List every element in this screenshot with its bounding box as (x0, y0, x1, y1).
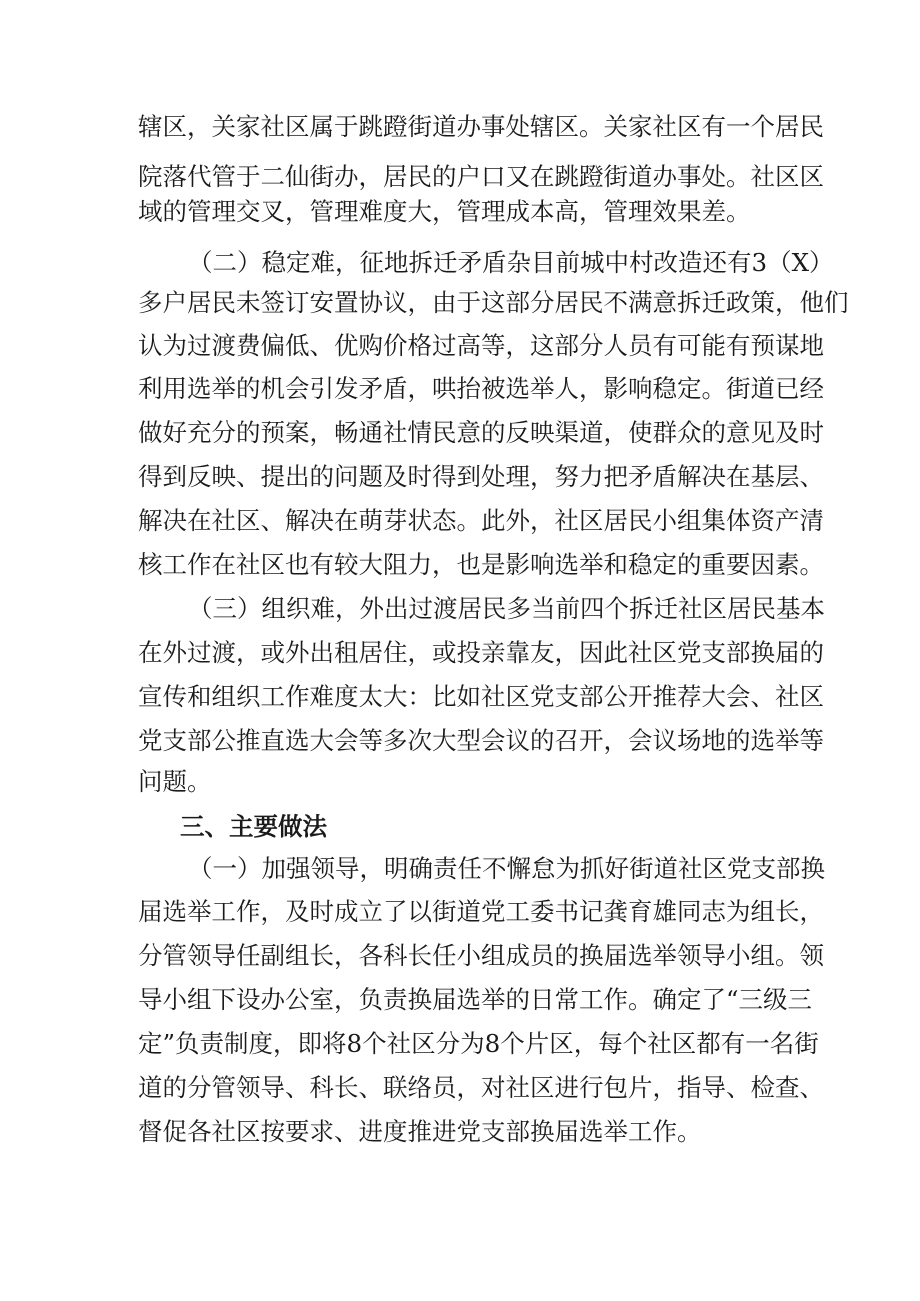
text-line: 导小组下设办公室，负责换届选举的日常工作。确定了“三级三 (138, 985, 813, 1014)
text-line: 届选举工作，及时成立了以街道党工委书记龚育雄同志为组长， (138, 897, 824, 926)
text-line: （三）组织难，外出过渡居民多当前四个拆迁社区居民基本 (188, 594, 825, 623)
text-line: 认为过渡费偏低、优购价格过高等，这部分人员有可能有预谋地 (138, 331, 824, 360)
text-line: （二）稳定难，征地拆迁矛盾杂目前城中村改造还有3（X） (188, 248, 834, 277)
text-line: 督促各社区按要求、进度推进党支部换届选举工作。 (138, 1117, 702, 1146)
text-line: 做好充分的预案，畅通社情民意的反映渠道，使群众的意见及时 (138, 418, 824, 447)
text-line: 分管领导任副组长，各科长任小组成员的换届选举领导小组。领 (138, 941, 824, 970)
text-line: 多户居民未签订安置协议，由于这部分居民不满意拆迁政策，他们 (138, 288, 849, 317)
text-line: 道的分管领导、科长、联络员，对社区进行包片，指导、检查、 (138, 1073, 824, 1102)
text-line: 定”负责制度，即将8个社区分为8个片区，每个社区都有一名街 (138, 1029, 819, 1058)
text-line: 辖区，关家社区属于跳蹬街道办事处辖区。关家社区有一个居民 (138, 112, 824, 141)
text-line: 宣传和组织工作难度太大：比如社区党支部公开推荐大会、社区 (138, 682, 824, 711)
text-line: 解决在社区、解决在萌芽状态。此外，社区居民小组集体资产清 (138, 506, 824, 535)
text-line: 核工作在社区也有较大阻力，也是影响选举和稳定的重要因素。 (138, 550, 824, 579)
section-heading: 三、主要做法 (180, 812, 327, 841)
text-line: 在外过渡，或外出租居住，或投亲靠友，因此社区党支部换届的 (138, 638, 824, 667)
text-line: 域的管理交叉，管理难度大，管理成本高，管理效果差。 (138, 197, 751, 226)
text-line: 利用选举的机会引发矛盾，哄抬被选举人，影响稳定。街道已经 (138, 374, 824, 403)
text-line: （一）加强领导，明确责任不懈怠为抓好街道社区党支部换 (188, 854, 825, 883)
text-line: 得到反映、提出的问题及时得到处理，努力把矛盾解决在基层、 (138, 462, 824, 491)
text-line: 党支部公推直选大会等多次大型会议的召开，会议场地的选举等 (138, 726, 824, 755)
text-line: 问题。 (138, 767, 212, 796)
text-line: 院落代管于二仙街办，居民的户口又在跳蹬街道办事处。社区区 (138, 162, 824, 191)
